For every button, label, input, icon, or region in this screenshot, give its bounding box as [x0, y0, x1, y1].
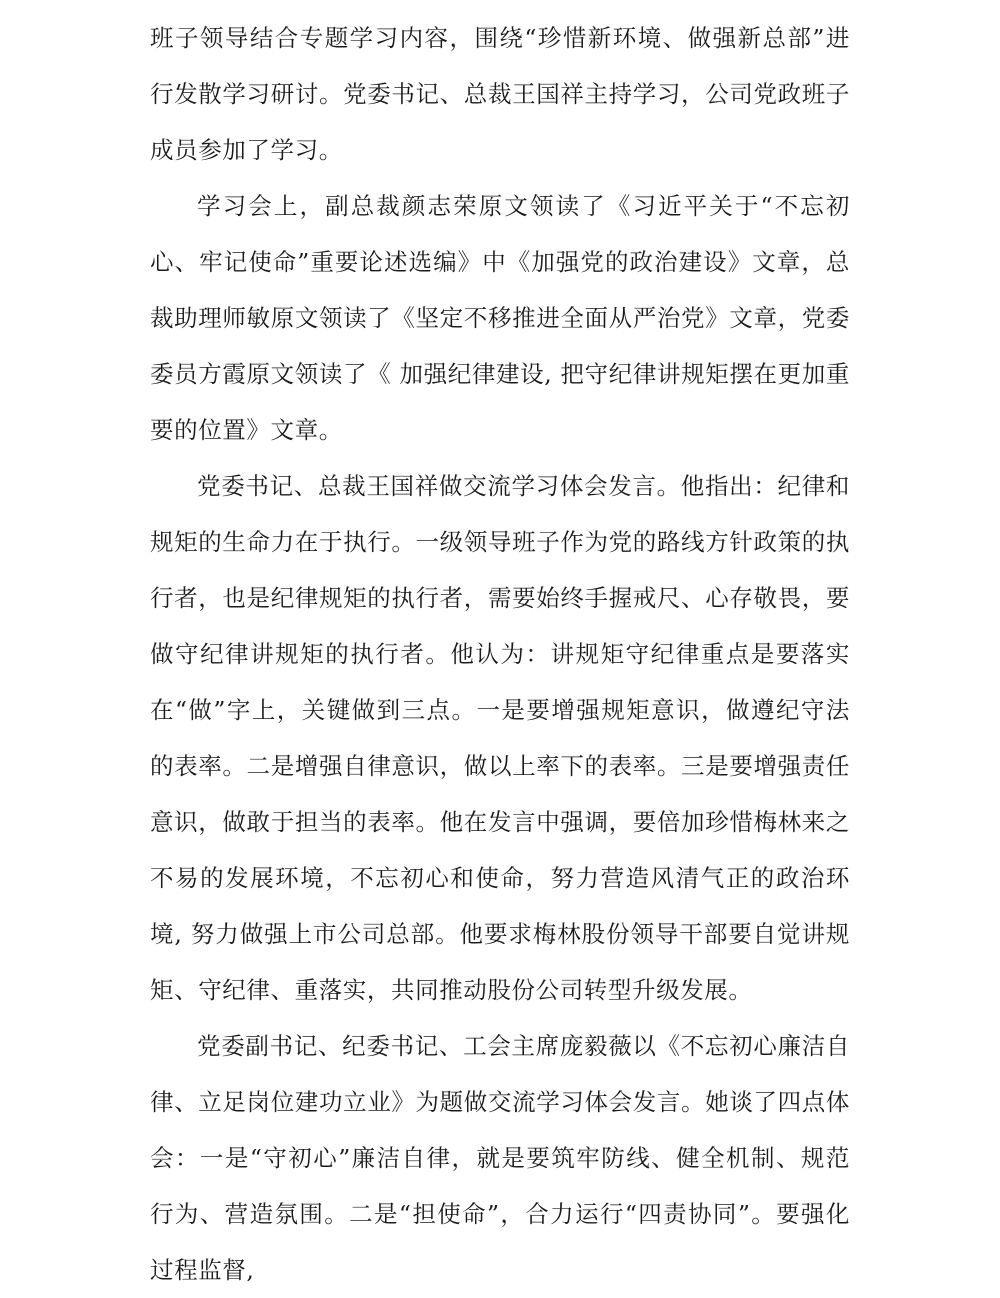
paragraph-3: 党委书记、总裁王国祥做交流学习体会发言。他指出：纪律和规矩的生命力在于执行。一级领导班子作为党的路线方针政策的执行者，也是纪律规矩的执行者，需要始终手握戒尺、心存敬畏，要做守纪律讲规矩的执行者。他认为：讲规矩守纪律重点是要落实在“做”字上，关键做到三点。一是要增强规矩意识，做遵纪守法的表率。二是增强自律意识，做以上率下的表率。三是要增强责任意识，做敢于担当的表率。他在发言中强调，要倍加珍惜梅林来之不易的发展环境，不忘初心和使命，努力营造风清气正的政治环境, 努力做强上市公司总部。他要求梅林股份领导干部要自觉讲规矩、守纪律、重落实，共同推动股份公司转型升级发展。: [150, 472, 850, 1004]
paragraph-1: 班子领导结合专题学习内容，围绕“珍惜新环境、做强新总部”进行发散学习研讨。党委书记、总裁王国祥主持学习，公司党政班子成员参加了学习。: [150, 24, 850, 164]
document-body: [150, 10, 850, 1298]
paragraph-4: 党委副书记、纪委书记、工会主席庞毅薇以《不忘初心廉洁自律、立足岗位建功立业》为题做交流学习体会发言。她谈了四点体会：一是“守初心”廉洁自律，就是要筑牢防线、健全机制、规范行为、营造氛围。二是“担使命”，合力运行“四责协同”。要强化过程监督,: [150, 1032, 850, 1284]
paragraph-2: 学习会上，副总裁颜志荣原文领读了《习近平关于“不忘初心、牢记使命”重要论述选编》中《加强党的政治建设》文章，总裁助理师敏原文领读了《坚定不移推进全面从严治党》文章，党委委员方霞原文领读了《 加强纪律建设, 把守纪律讲规矩摆在更加重要的位置》文章。: [150, 192, 850, 444]
